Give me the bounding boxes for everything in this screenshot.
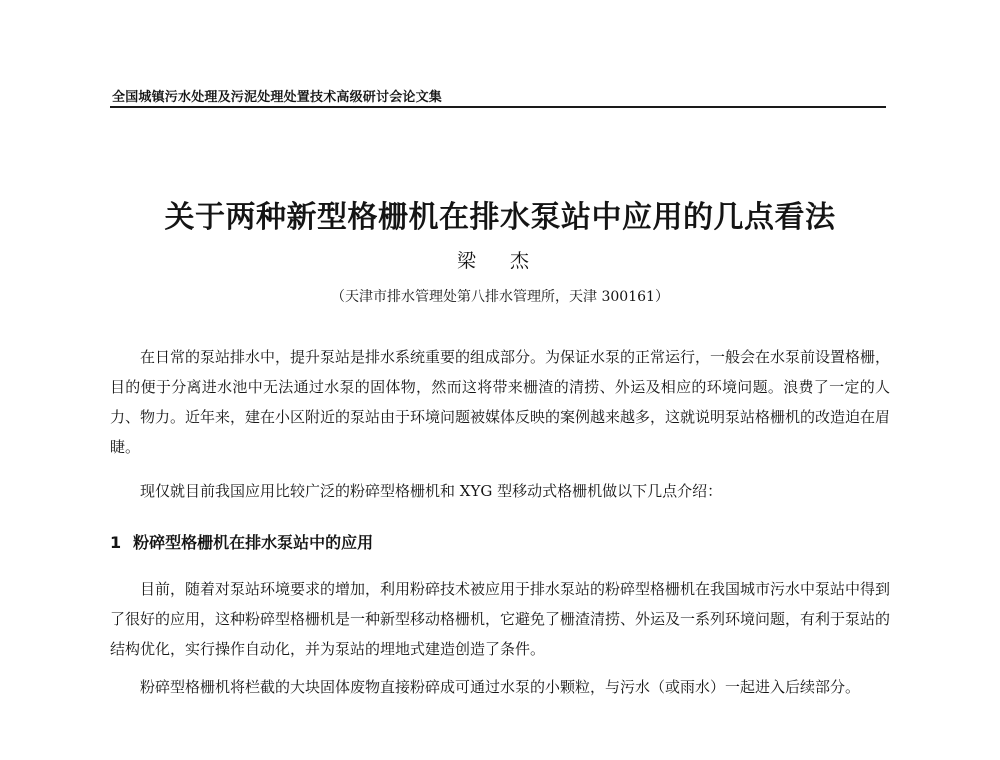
running-header: 全国城镇污水处理及污泥处理处置技术高级研讨会论文集 xyxy=(112,90,443,105)
section-1-paragraph-2: 粉碎型格栅机将栏截的大块固体废物直接粉碎成可通过水泵的小颗粒，与污水（或雨水）一起进入后续部分。 xyxy=(140,678,861,696)
author-name: 梁 杰 xyxy=(456,250,544,272)
intro-paragraph-1: 在日常的泵站排水中，提升泵站是排水系统重要的组成部分。为保证水泵的正常运行，一般会在水泵前设置格栅，目的便于分离进水池中无法通过水泵的固体物，然而这将带来栅渣的清捞、外运及相应的环境问题。浪费了一定的人力、物力。近年来，建在小区附近的泵站由于环境问题被媒体反映的案例越来越多，这就说明泵站格栅机的改造迫在眉睫。 xyxy=(110,348,891,456)
intro-paragraph-2: 现仅就目前我国应用比较广泛的粉碎型格栅机和 XYG 型移动式格栅机做以下几点介绍： xyxy=(140,482,723,500)
section-title: 粉碎型格栅机在排水泵站中的应用 xyxy=(133,533,374,552)
section-number: 1 xyxy=(110,533,122,552)
article-title: 关于两种新型格栅机在排水泵站中应用的几点看法 xyxy=(164,200,836,236)
author-affiliation: （天津市排水管理处第八排水管理所，天津 300161） xyxy=(331,289,669,305)
header-rule xyxy=(110,106,886,108)
section-1-paragraph-1: 目前，随着对泵站环境要求的增加，利用粉碎技术被应用于排水泵站的粉碎型格栅机在我国城市污水中泵站中得到了很好的应用，这种粉碎型格栅机是一种新型移动格栅机，它避免了栅渣清捞、外运及一系列环境问题，有利于泵站的结构优化，实行操作自动化，并为泵站的埋地式建造创造了条件。 xyxy=(110,580,891,658)
section-1-heading xyxy=(110,530,373,553)
